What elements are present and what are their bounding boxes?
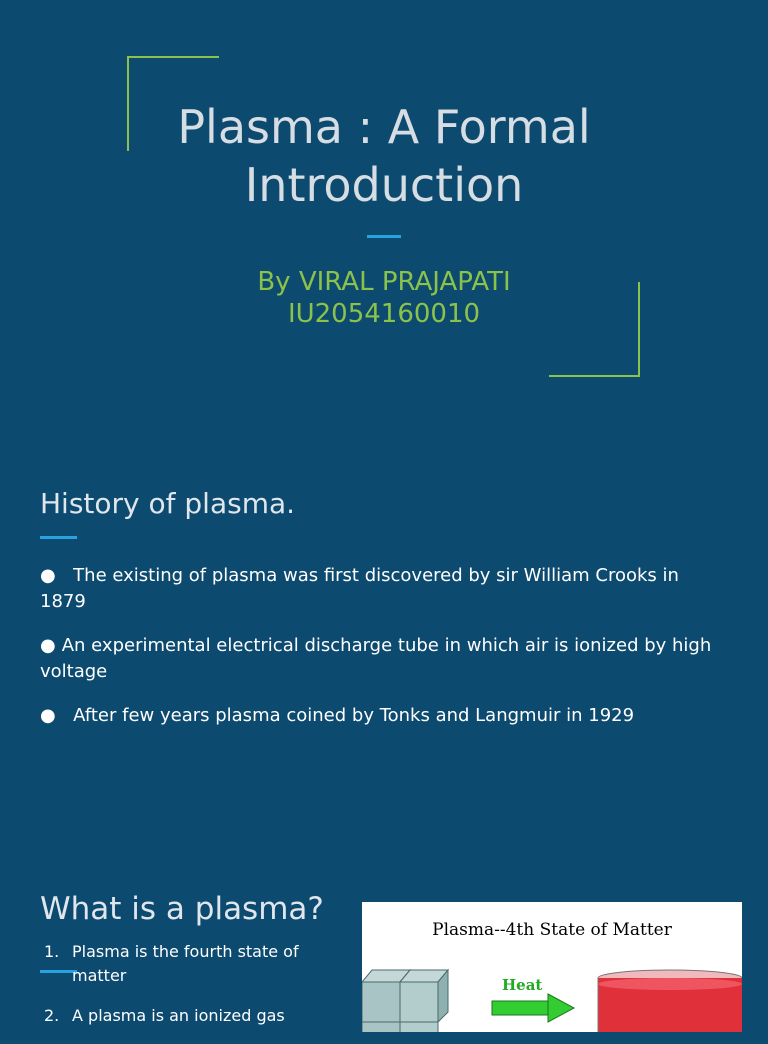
beaker-icon: [598, 970, 742, 1032]
bullet-icon: ●: [40, 705, 56, 726]
frame-corner-bottom-right-horizontal: [549, 375, 640, 377]
author-line: By VIRAL PRAJAPATI: [257, 267, 511, 297]
frame-corner-top-left-horizontal: [127, 56, 219, 58]
list-item: ● An experimental electrical discharge tube in which air is ionized by high voltage: [40, 635, 712, 682]
title-slide: [0, 0, 768, 440]
heat-label: Heat: [502, 976, 543, 994]
history-slide: [0, 440, 768, 860]
list-item: 1. Plasma is the fourth state of matter: [44, 942, 299, 985]
list-item: ● After few years plasma coined by Tonks and Langmuir in 1929: [40, 705, 635, 726]
heat-arrow-icon: [492, 976, 574, 1022]
history-bullet-list: [40, 563, 730, 747]
what-is-plasma-heading: What is a plasma?: [40, 891, 324, 927]
subtitle: [0, 266, 768, 330]
what-is-plasma-slide: [0, 860, 768, 1024]
list-item: ● The existing of plasma was first discovered by sir William Crooks in 1879: [40, 565, 679, 612]
diagram-illustration: [362, 902, 742, 1032]
bullet-icon: ●: [40, 635, 56, 656]
diagram-title: Plasma--4th State of Matter: [432, 920, 672, 940]
slide-title: Plasma : A Formal Introduction: [177, 100, 591, 212]
title-accent-line: [367, 235, 401, 238]
states-of-matter-diagram: [362, 902, 742, 1032]
heading-accent-line: [40, 536, 77, 539]
history-heading: History of plasma.: [40, 487, 296, 520]
definition-list: [44, 940, 334, 1044]
id-line: IU2054160010: [287, 299, 481, 329]
list-item: 2. A plasma is an ionized gas: [44, 1006, 285, 1025]
bullet-icon: ●: [40, 565, 56, 586]
frame-corner-bottom-right: [638, 282, 640, 377]
ice-cubes-icon: [362, 970, 448, 1032]
